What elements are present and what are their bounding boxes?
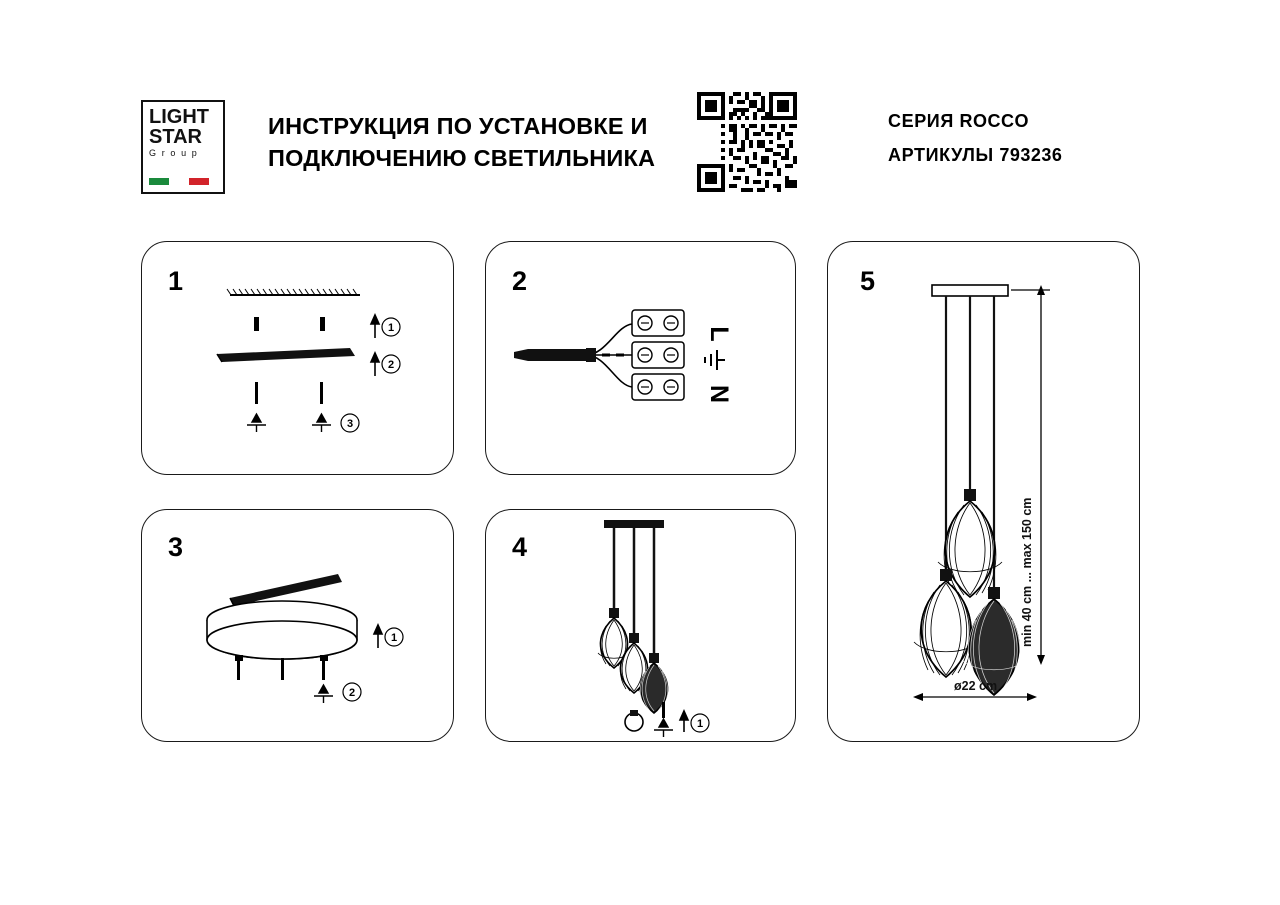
step-panel-1 bbox=[141, 241, 454, 475]
step-panel-2 bbox=[485, 241, 796, 475]
step-number-4: 4 bbox=[512, 532, 528, 562]
logo-text bbox=[149, 107, 221, 158]
step2-illustration bbox=[486, 242, 797, 476]
step-panel-3 bbox=[141, 509, 454, 742]
article-label: АРТИКУЛЫ bbox=[888, 145, 994, 165]
svg-text:1: 1 bbox=[696, 718, 704, 730]
step5-illustration bbox=[828, 242, 1141, 743]
article-row bbox=[888, 146, 1062, 164]
svg-text:1: 1 bbox=[390, 632, 398, 644]
svg-text:2: 2 bbox=[387, 359, 395, 371]
step-number-3: 3 bbox=[168, 532, 184, 562]
step3-illustration bbox=[142, 510, 455, 743]
series-row bbox=[888, 112, 1062, 130]
svg-text:3: 3 bbox=[346, 418, 354, 430]
step-number-5: 5 bbox=[860, 266, 876, 296]
step-panel-4 bbox=[485, 509, 796, 742]
brand-logo bbox=[141, 100, 225, 194]
terminal-label-l: L bbox=[705, 326, 733, 342]
italian-flag-icon bbox=[149, 178, 209, 185]
svg-text:1: 1 bbox=[387, 322, 395, 334]
step-number-2: 2 bbox=[512, 266, 528, 296]
logo-line-3: G r o u p bbox=[149, 148, 199, 158]
series-label: СЕРИЯ bbox=[888, 111, 954, 131]
logo-line-1: LIGHT bbox=[149, 106, 209, 128]
page-title: ИНСТРУКЦИЯ ПО УСТАНОВКЕ И ПОДКЛЮЧЕНИЮ СВЕТИЛЬНИКА bbox=[268, 113, 656, 172]
step-panel-5 bbox=[827, 241, 1140, 742]
product-info bbox=[888, 112, 1062, 180]
diameter-dimension-label: ø22 cm bbox=[954, 679, 998, 693]
series-value: ROCCO bbox=[959, 111, 1029, 131]
svg-text:2: 2 bbox=[348, 687, 356, 699]
step4-illustration bbox=[486, 510, 797, 743]
height-dimension-label: min 40 cm ... max 150 cm bbox=[1020, 497, 1034, 647]
qr-code-icon bbox=[697, 92, 797, 192]
terminal-label-n: N bbox=[705, 384, 733, 404]
logo-line-2: STAR bbox=[149, 126, 202, 148]
step-number-1: 1 bbox=[168, 266, 184, 296]
step1-illustration bbox=[142, 242, 455, 476]
header bbox=[0, 0, 1280, 215]
article-value: 793236 bbox=[999, 145, 1063, 165]
